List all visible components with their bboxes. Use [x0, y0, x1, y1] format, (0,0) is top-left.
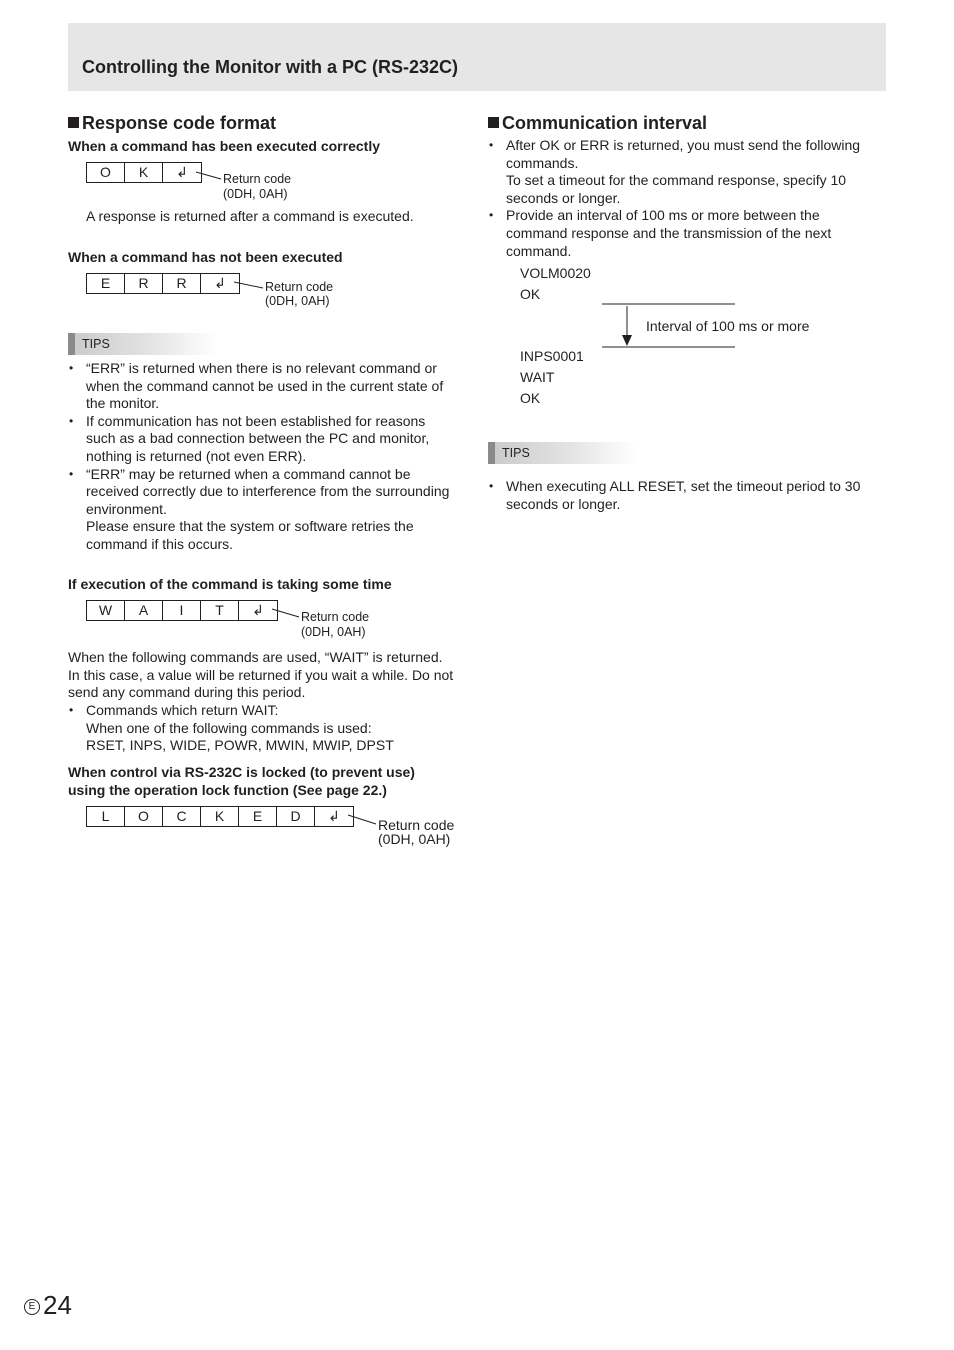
sequence-response: WAIT: [520, 369, 555, 385]
list-item: • If communication has not been established for reasons such as a bad connection between the PC and monitor, nothing is returned (not even ERR).: [68, 413, 449, 466]
locked-return-label: Return code: [378, 817, 455, 833]
sequence-command: INPS0001: [520, 348, 584, 364]
code-cell: A: [125, 601, 163, 620]
code-cell: K: [201, 807, 239, 826]
err-return-label: Return code: [265, 280, 334, 294]
return-symbol-cell: ↲: [176, 164, 188, 180]
page-title: Controlling the Monitor with a PC (RS-232C): [82, 57, 458, 77]
return-symbol-cell: ↲: [214, 275, 226, 291]
list-item: • When executing ALL RESET, set the timeout period to 30 seconds or longer.: [488, 478, 860, 513]
code-cell: O: [87, 163, 125, 182]
wait-paragraph-line-3: send any command during this period.: [68, 684, 306, 700]
code-cell: R: [125, 274, 163, 293]
section-title-response-code: Response code format: [68, 113, 276, 134]
return-symbol-cell: ↲: [252, 602, 264, 618]
sequence-command: VOLM0020: [520, 265, 591, 281]
ok-return-values: (0DH, 0AH): [223, 187, 288, 201]
sequence-response: OK: [520, 286, 541, 302]
list-item: • “ERR” is returned when there is no relevant command or when the command cannot be used in the current state of the monitor.: [68, 360, 449, 413]
tips-list-right: [488, 478, 860, 513]
down-arrow-icon: [622, 335, 632, 346]
ok-return-label: Return code: [223, 172, 292, 186]
tips-label-left: TIPS: [68, 333, 216, 355]
list-item: • “ERR” may be returned when a command cannot be received correctly due to interference from the surrounding environment. Please ensure that the system or software retries the command if this occurs.: [68, 466, 449, 554]
wait-paragraph-line-1: When the following commands are used, “WAIT” is returned.: [68, 649, 443, 665]
page-letter-badge: E: [24, 1299, 40, 1315]
err-return-values: (0DH, 0AH): [265, 294, 330, 308]
locked-heading-line-1: When control via RS-232C is locked (to prevent use): [68, 764, 415, 780]
code-cell: O: [125, 807, 163, 826]
list-item: • Commands which return WAIT: When one of the following commands is used: RSET, INPS, WIDE, POWR, MWIN, MWIP, DPST: [68, 702, 394, 755]
code-cell: R: [163, 274, 201, 293]
tips-label-right: TIPS: [488, 442, 636, 464]
section-title-communication-interval: Communication interval: [488, 113, 707, 134]
locked-heading-line-2: using the operation lock function (See page 22.): [68, 782, 387, 798]
ok-heading: When a command has been executed correctly: [68, 138, 380, 154]
code-cell: E: [87, 274, 125, 293]
sequence-response: OK: [520, 390, 541, 406]
locked-return-values: (0DH, 0AH): [378, 831, 451, 847]
wait-heading: If execution of the command is taking some time: [68, 576, 392, 592]
list-item: • Provide an interval of 100 ms or more between the command response and the transmission of the next command.: [488, 207, 860, 260]
code-cell: D: [277, 807, 315, 826]
code-cell: K: [125, 163, 163, 182]
code-cell: W: [87, 601, 125, 620]
wait-return-label: Return code: [301, 610, 370, 624]
code-cell: I: [163, 601, 201, 620]
code-cell: C: [163, 807, 201, 826]
ok-note: A response is returned after a command is executed.: [86, 208, 414, 224]
code-cell: T: [201, 601, 239, 620]
wait-paragraph-line-2: In this case, a value will be returned if you wait a while. Do not: [68, 667, 454, 683]
code-cell: L: [87, 807, 125, 826]
wait-return-values: (0DH, 0AH): [301, 625, 366, 639]
interval-label: Interval of 100 ms or more: [646, 318, 810, 334]
code-cell: E: [239, 807, 277, 826]
list-item: • After OK or ERR is returned, you must send the following commands. To set a timeout for the command response, specify 10 seconds or longer.: [488, 137, 860, 207]
page-number: E 24: [24, 1290, 72, 1321]
return-symbol-cell: ↲: [328, 808, 340, 824]
err-heading: When a command has not been executed: [68, 249, 343, 265]
